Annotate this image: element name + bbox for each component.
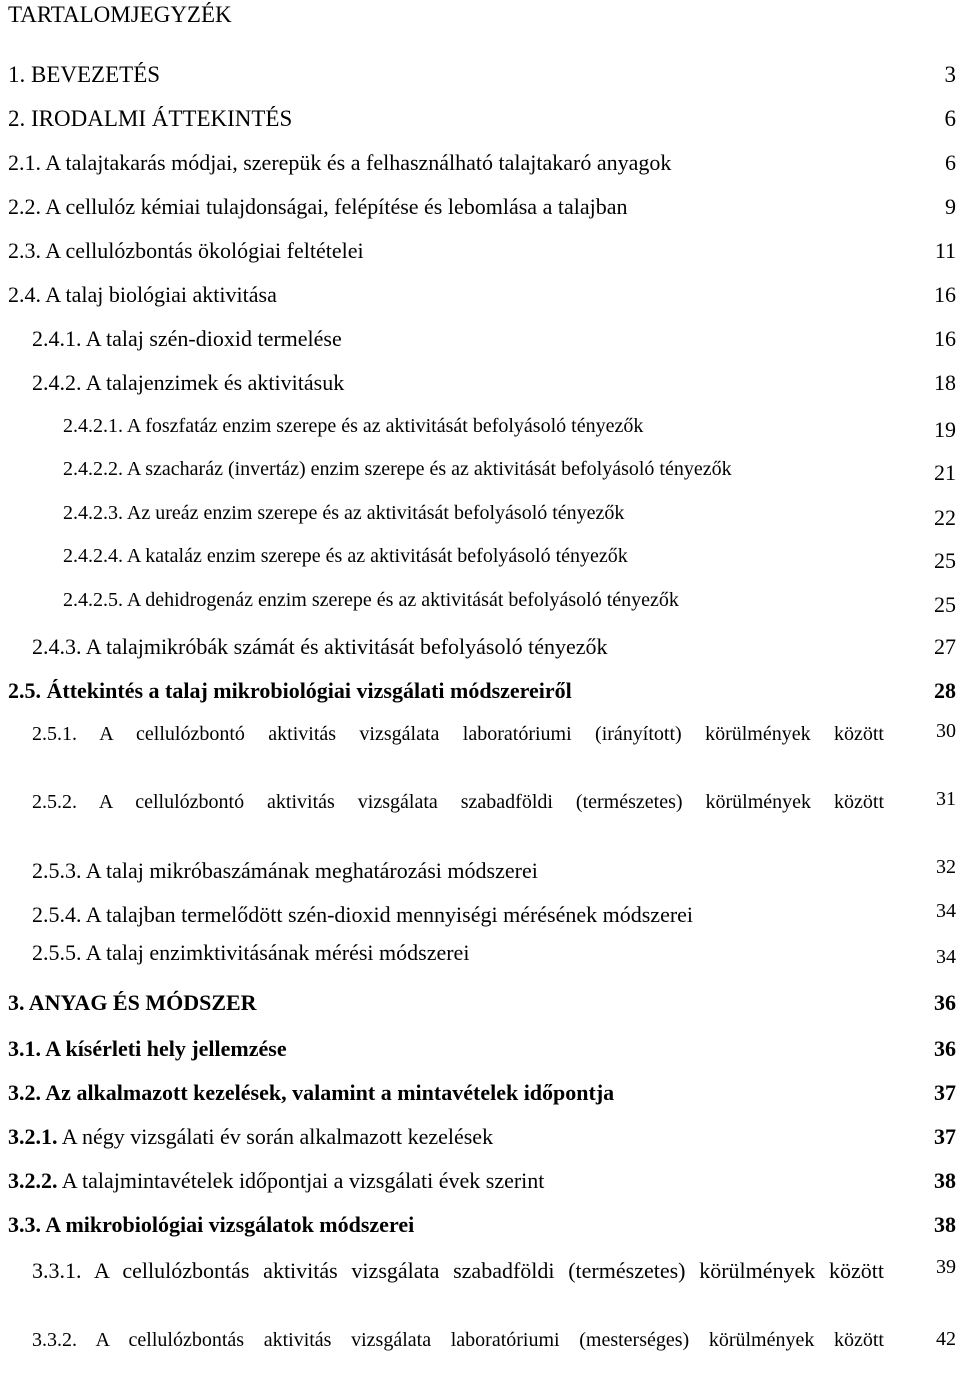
toc-entry[interactable] [32,634,608,660]
toc-page-number: 22 [934,505,956,530]
toc-page-number: 34 [936,900,956,922]
toc-entry[interactable] [8,1036,287,1062]
toc-entry-text: 2.4. A talaj biológiai aktivitása [8,282,277,307]
toc-entry-number: 3.2.2. [8,1168,58,1193]
toc-entry-text: 2. IRODALMI ÁTTEKINTÉS [8,106,293,131]
toc-page-number: 25 [934,592,956,617]
toc-entry-text: 2.4.2. A talajenzimek és aktivitásuk [32,370,345,395]
toc-entry[interactable] [32,1256,884,1286]
toc-entry-text: 2.4.2.3. Az ureáz enzim szerepe és az aktivitását befolyásoló tényezők [63,502,625,524]
toc-entry[interactable] [32,788,884,816]
toc-page-number: 27 [934,634,956,659]
page-title: TARTALOMJEGYZÉK [8,2,232,27]
toc-page-number: 38 [934,1168,956,1193]
toc-entry[interactable] [8,62,160,88]
toc-entry-text: 2.5.2. A cellulózbontó aktivitás vizsgálata szabadföldi (természetes) körülmények között [32,791,884,813]
toc-entry-text: 3.2. Az alkalmazott kezelések, valamint a mintavételek időpontja [8,1080,615,1105]
toc-entry-text: 2.5. Áttekintés a talaj mikrobiológiai vizsgálati módszereiről [8,678,572,703]
toc-entry[interactable] [32,902,693,928]
toc-entry-text: 2.4.2.4. A kataláz enzim szerepe és az aktivitását befolyásoló tényezők [63,545,628,567]
toc-entry[interactable] [8,194,627,220]
toc-entry[interactable] [8,1168,544,1194]
toc-entry[interactable] [63,545,628,568]
toc-page-number: 21 [934,460,956,485]
toc-page-number: 36 [934,1036,956,1061]
toc-entry-text: 3.3.1. A cellulózbontás aktivitás vizsgálata szabadföldi (természetes) körülmények között [32,1258,884,1283]
toc-entry[interactable] [63,458,732,481]
toc-page-number: 36 [934,990,956,1015]
toc-entry[interactable] [32,326,342,352]
toc-entry[interactable] [32,1326,884,1354]
toc-page-number: 6 [945,150,956,175]
toc-entry[interactable] [8,106,292,132]
toc-entry[interactable] [8,238,364,264]
toc-entry[interactable] [8,1080,614,1106]
toc-page-number: 37 [934,1124,956,1149]
toc-entry[interactable] [32,940,469,966]
toc-entry-text: 2.4.1. A talaj szén-dioxid termelése [32,326,342,351]
toc-page-number: 9 [945,194,956,219]
toc-entry-text: 2.5.1. A cellulózbontó aktivitás vizsgálata laboratóriumi (irányított) körülmények között [32,723,884,745]
toc-entry-text: 2.3. A cellulózbontás ökológiai feltételei [8,238,364,263]
toc-page-number: 42 [936,1328,956,1350]
toc-entry-text: 2.1. A talajtakarás módjai, szerepük és a felhasználható talajtakaró anyagok [8,150,672,175]
toc-entry[interactable] [63,502,624,525]
toc-page-number: 37 [934,1080,956,1105]
toc-entry-text: 2.5.3. A talaj mikróbaszámának meghatározási módszerei [32,858,538,883]
toc-entry-text: 2.2. A cellulóz kémiai tulajdonságai, felépítése és lebomlása a talajban [8,194,628,219]
toc-page-number: 3 [944,62,956,87]
toc-page-number: 28 [934,678,956,703]
toc-page-number: 34 [936,946,956,968]
toc-entry-text: 3.3.2. A cellulózbontás aktivitás vizsgálata laboratóriumi (mesterséges) körülmények között [32,1329,884,1351]
toc-entry-text: 2.4.2.1. A foszfatáz enzim szerepe és az aktivitását befolyásoló tényezők [63,415,644,437]
toc-entry[interactable] [32,858,538,884]
toc-entry-text: 3. ANYAG ÉS MÓDSZER [8,990,257,1015]
toc-entry-text: 3.1. A kísérleti hely jellemzése [8,1036,287,1061]
toc-entry[interactable] [8,990,257,1016]
toc-entry-text: 1. BEVEZETÉS [8,62,161,87]
toc-entry-text: A talajmintavételek időpontjai a vizsgálati évek szerint [57,1168,545,1193]
toc-entry-number: 3.2.1. [8,1124,58,1149]
toc-page-number: 39 [936,1256,956,1278]
toc-entry[interactable] [8,150,671,176]
toc-entry[interactable] [63,589,679,612]
toc-page-number: 19 [934,417,956,442]
toc-page-number: 31 [936,788,956,810]
toc-page-number: 16 [934,326,956,351]
toc-entry-text: 2.4.2.5. A dehidrogenáz enzim szerepe és az aktivitását befolyásoló tényezők [63,589,679,611]
toc-entry[interactable] [8,678,572,704]
toc-page-number: 30 [936,720,956,742]
toc-page-number: 32 [936,856,956,878]
toc-entry[interactable] [32,370,344,396]
toc-entry-text: 2.5.4. A talajban termelődött szén-dioxid mennyiségi mérésének módszerei [32,902,694,927]
toc-page-number: 18 [934,370,956,395]
toc-entry[interactable] [8,1212,414,1238]
toc-entry[interactable] [63,415,643,438]
toc-entry[interactable] [32,720,884,748]
toc-entry[interactable] [8,1124,493,1150]
toc-entry-text: 3.3. A mikrobiológiai vizsgálatok módszerei [8,1212,415,1237]
toc-page-number: 38 [934,1212,956,1237]
toc-entry-text: A négy vizsgálati év során alkalmazott kezelések [57,1124,494,1149]
toc-entry-text: 2.5.5. A talaj enzimktivitásának mérési módszerei [32,940,470,965]
toc-page-number: 11 [934,238,956,263]
toc-page-number: 6 [944,106,956,131]
toc-entry-text: 2.4.2.2. A szacharáz (invertáz) enzim szerepe és az aktivitását befolyásoló tényezők [63,458,732,480]
toc-page-number: 25 [934,548,956,573]
toc-page-number: 16 [934,282,956,307]
toc-entry[interactable] [8,282,277,308]
toc-entry-text: 2.4.3. A talajmikróbák számát és aktivitását befolyásoló tényezők [32,634,608,659]
